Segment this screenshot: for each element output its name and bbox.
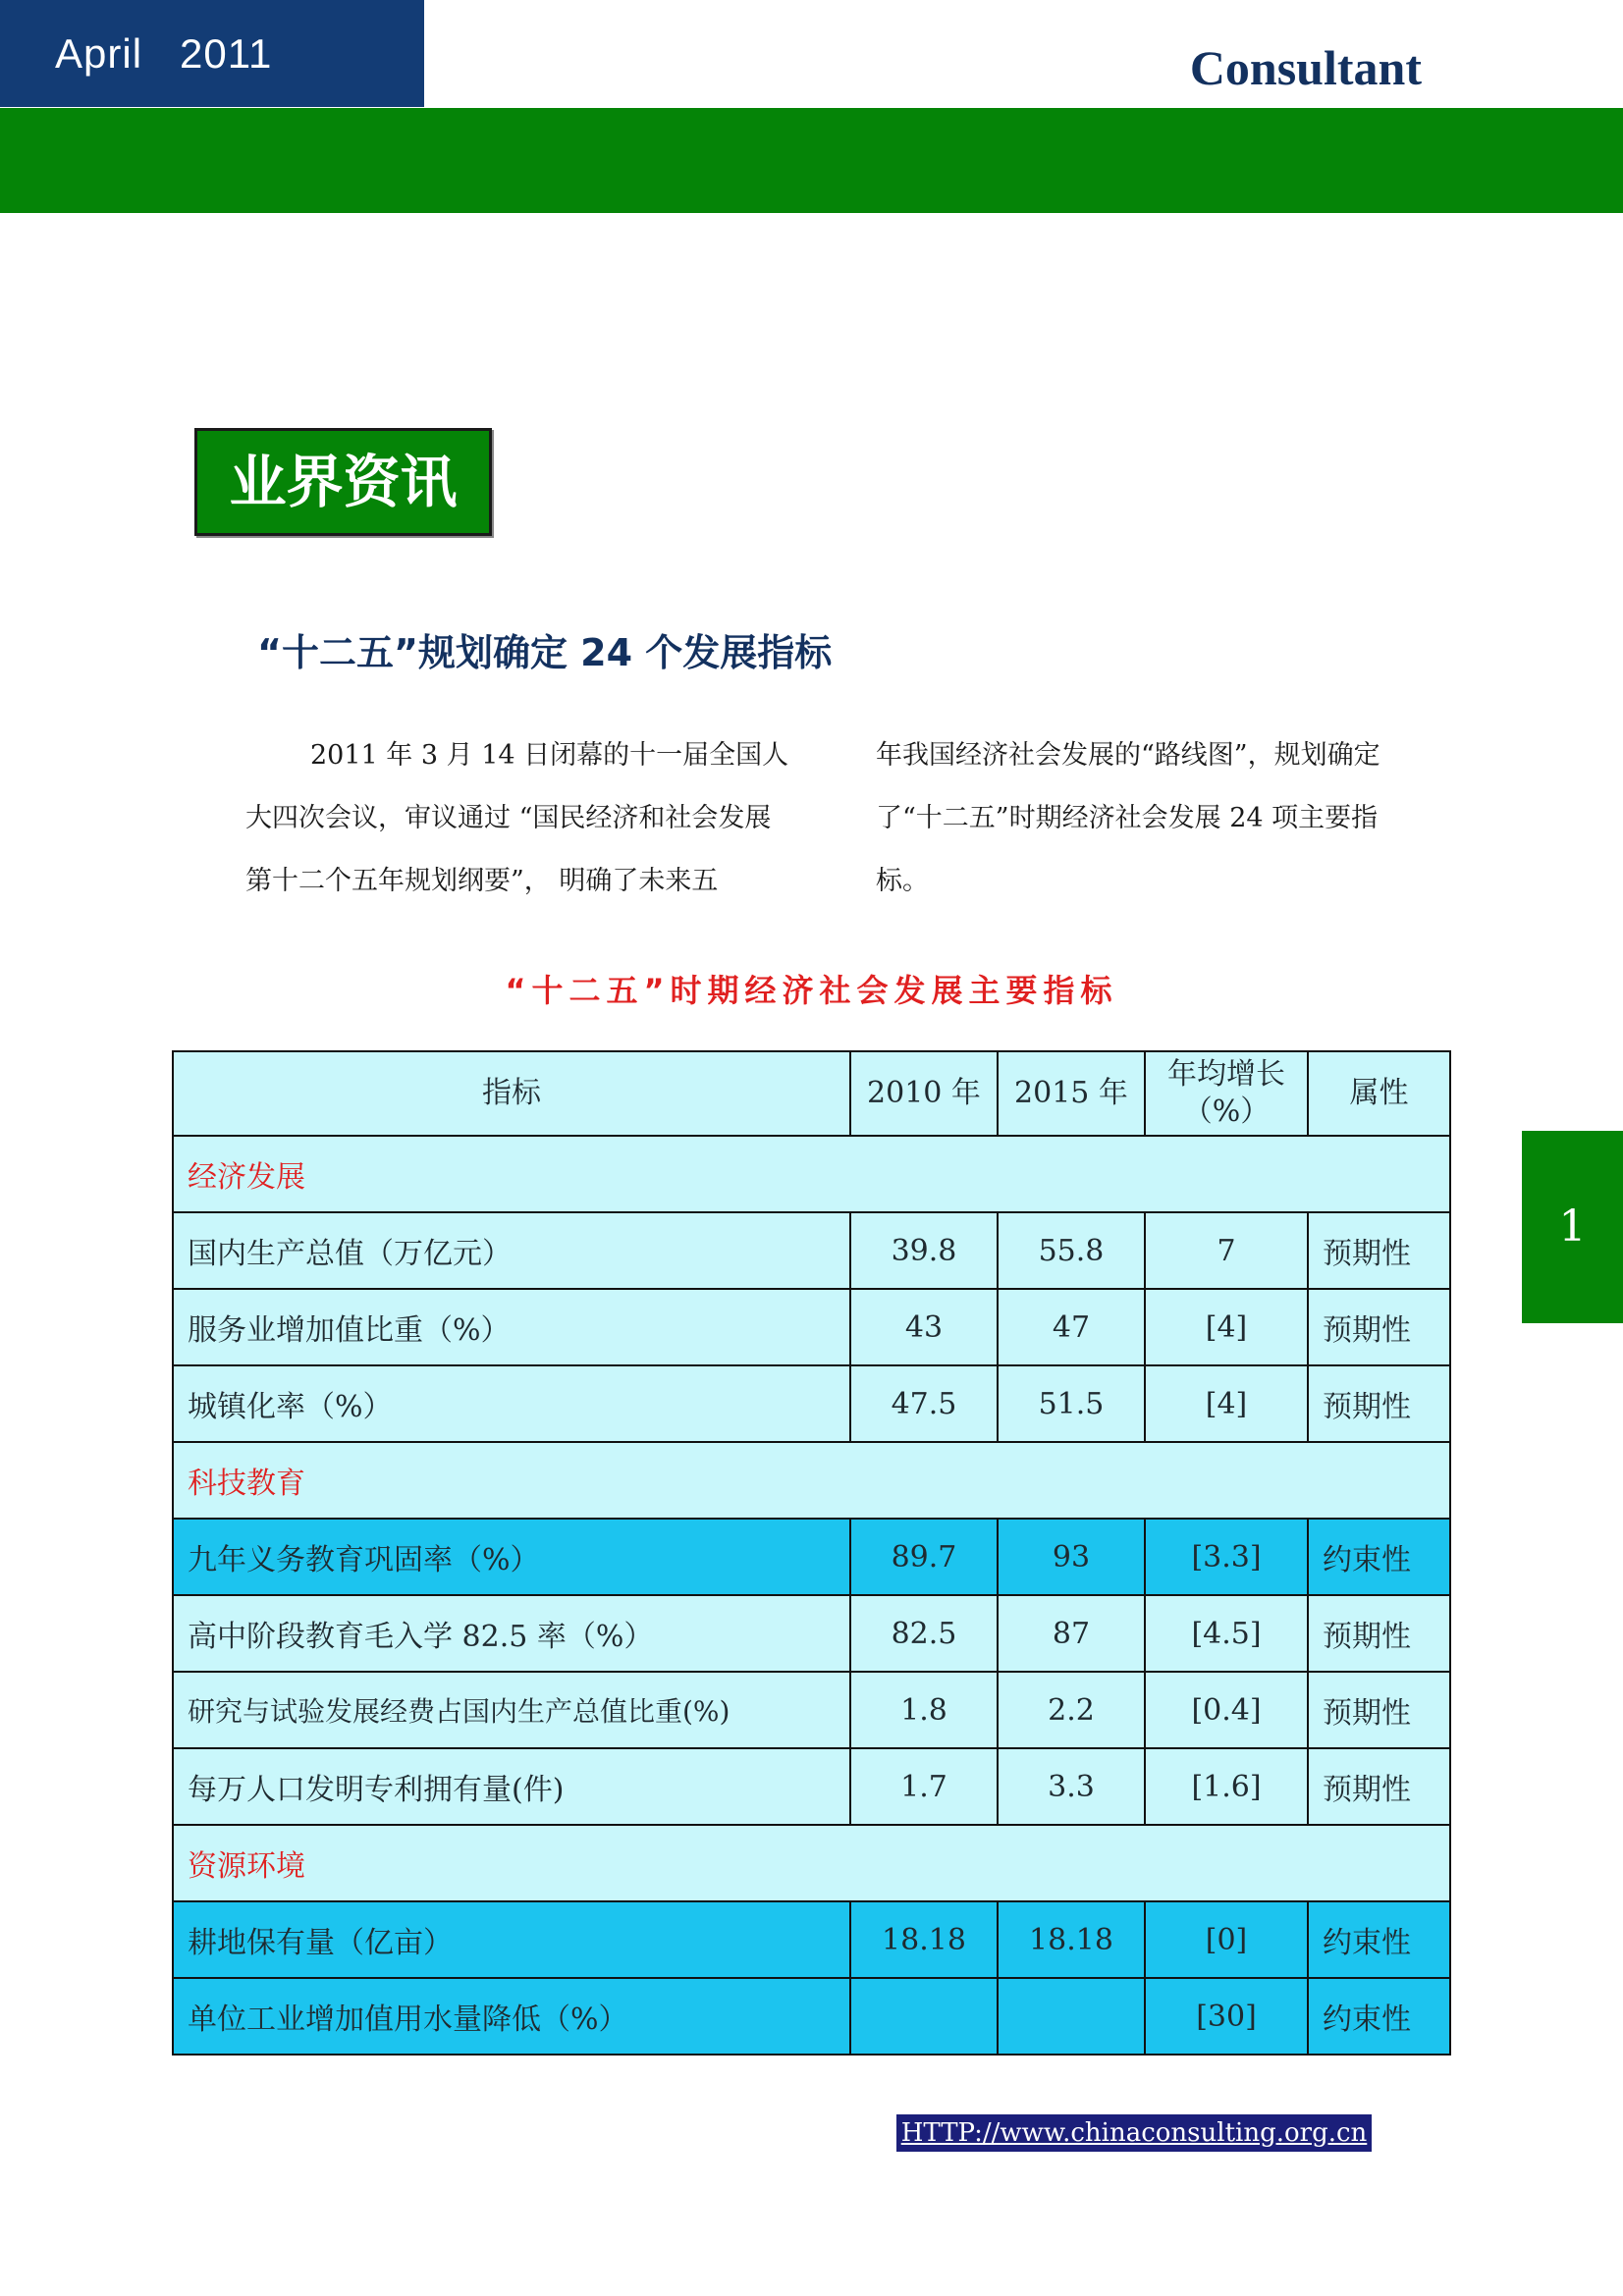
category-row [173, 1442, 1450, 1519]
section-tag: 业界资讯 [194, 428, 492, 536]
row-attribute: 预期性 [1308, 1595, 1450, 1672]
row-2015 [998, 1978, 1145, 2055]
table-row [173, 1289, 1450, 1365]
table-title: “十二五”时期经济社会发展主要指标 [505, 972, 1118, 1009]
article-body-right: 年我国经济社会发展的“路线图”，规划确定了“十二五”时期经济社会发展 24 项主要指标。 [876, 740, 1380, 896]
table-row [173, 1595, 1450, 1672]
row-growth: [3.3] [1145, 1519, 1308, 1595]
category-resources: 资源环境 [173, 1825, 1450, 1901]
row-growth: 7 [1145, 1212, 1308, 1289]
category-sci-edu: 科技教育 [173, 1442, 1450, 1519]
row-2010 [850, 1978, 998, 2055]
row-2010: 47.5 [850, 1365, 998, 1442]
header-band [0, 108, 1623, 213]
row-attribute: 约束性 [1308, 1901, 1450, 1978]
magazine-name: Consultant [1189, 40, 1422, 95]
row-growth: [4.5] [1145, 1595, 1308, 1672]
row-name: 研究与试验发展经费占国内生产总值比重(%) [173, 1672, 850, 1748]
table-row [173, 1365, 1450, 1442]
issue-date [0, 0, 424, 107]
category-economy: 经济发展 [173, 1136, 1450, 1212]
row-2010: 1.8 [850, 1672, 998, 1748]
issue-month: April [55, 30, 143, 77]
row-name: 每万人口发明专利拥有量(件) [173, 1748, 850, 1825]
table-row [173, 1901, 1450, 1978]
article-title: “十二五”规划确定 24 个发展指标 [257, 631, 833, 674]
row-attribute: 约束性 [1308, 1978, 1450, 2055]
article-body-left: 2011 年 3 月 14 日闭幕的十一届全国人大四次会议，审议通过 “国民经济和社会发展第十二个五年规划纲要”， 明确了未来五 [245, 740, 789, 896]
header-growth-line1: 年均增长 [1167, 1057, 1285, 1092]
row-2015: 93 [998, 1519, 1145, 1595]
header-growth [1145, 1051, 1308, 1136]
table-row [173, 1748, 1450, 1825]
row-name: 服务业增加值比重（%） [173, 1289, 850, 1365]
row-attribute: 约束性 [1308, 1519, 1450, 1595]
row-2010: 82.5 [850, 1595, 998, 1672]
page-number-tab: 1 [1522, 1131, 1623, 1323]
row-attribute: 预期性 [1308, 1365, 1450, 1442]
category-row [173, 1136, 1450, 1212]
row-name: 高中阶段教育毛入学 82.5 率（%） [173, 1595, 850, 1672]
table-row [173, 1519, 1450, 1595]
footer-url-link[interactable]: HTTP://www.chinaconsulting.org.cn [896, 2114, 1372, 2152]
row-2015: 2.2 [998, 1672, 1145, 1748]
row-attribute: 预期性 [1308, 1672, 1450, 1748]
row-name: 城镇化率（%） [173, 1365, 850, 1442]
row-growth: [1.6] [1145, 1748, 1308, 1825]
row-attribute: 预期性 [1308, 1212, 1450, 1289]
table-header-row [173, 1051, 1450, 1136]
row-attribute: 预期性 [1308, 1748, 1450, 1825]
row-2015: 47 [998, 1289, 1145, 1365]
row-name: 九年义务教育巩固率（%） [173, 1519, 850, 1595]
table-row [173, 1212, 1450, 1289]
row-2015: 55.8 [998, 1212, 1145, 1289]
issue-year: 2011 [180, 30, 273, 77]
table-row [173, 1978, 1450, 2055]
row-2015: 3.3 [998, 1748, 1145, 1825]
row-2010: 89.7 [850, 1519, 998, 1595]
category-row [173, 1825, 1450, 1901]
row-2010: 18.18 [850, 1901, 998, 1978]
header-2010: 2010 年 [850, 1051, 998, 1136]
row-2010: 39.8 [850, 1212, 998, 1289]
row-name: 单位工业增加值用水量降低（%） [173, 1978, 850, 2055]
row-growth: [0.4] [1145, 1672, 1308, 1748]
header-indicator: 指标 [173, 1051, 850, 1136]
row-growth: [4] [1145, 1289, 1308, 1365]
row-2010: 1.7 [850, 1748, 998, 1825]
table-row [173, 1672, 1450, 1748]
header-2015: 2015 年 [998, 1051, 1145, 1136]
row-growth: [4] [1145, 1365, 1308, 1442]
row-2015: 18.18 [998, 1901, 1145, 1978]
row-growth: [0] [1145, 1901, 1308, 1978]
row-name: 国内生产总值（万亿元） [173, 1212, 850, 1289]
row-attribute: 预期性 [1308, 1289, 1450, 1365]
indicators-table [172, 1050, 1451, 2056]
header-attribute: 属性 [1308, 1051, 1450, 1136]
row-2010: 43 [850, 1289, 998, 1365]
row-name: 耕地保有量（亿亩） [173, 1901, 850, 1978]
row-2015: 87 [998, 1595, 1145, 1672]
header-growth-line2: （%） [1182, 1095, 1271, 1129]
row-2015: 51.5 [998, 1365, 1145, 1442]
row-growth: [30] [1145, 1978, 1308, 2055]
